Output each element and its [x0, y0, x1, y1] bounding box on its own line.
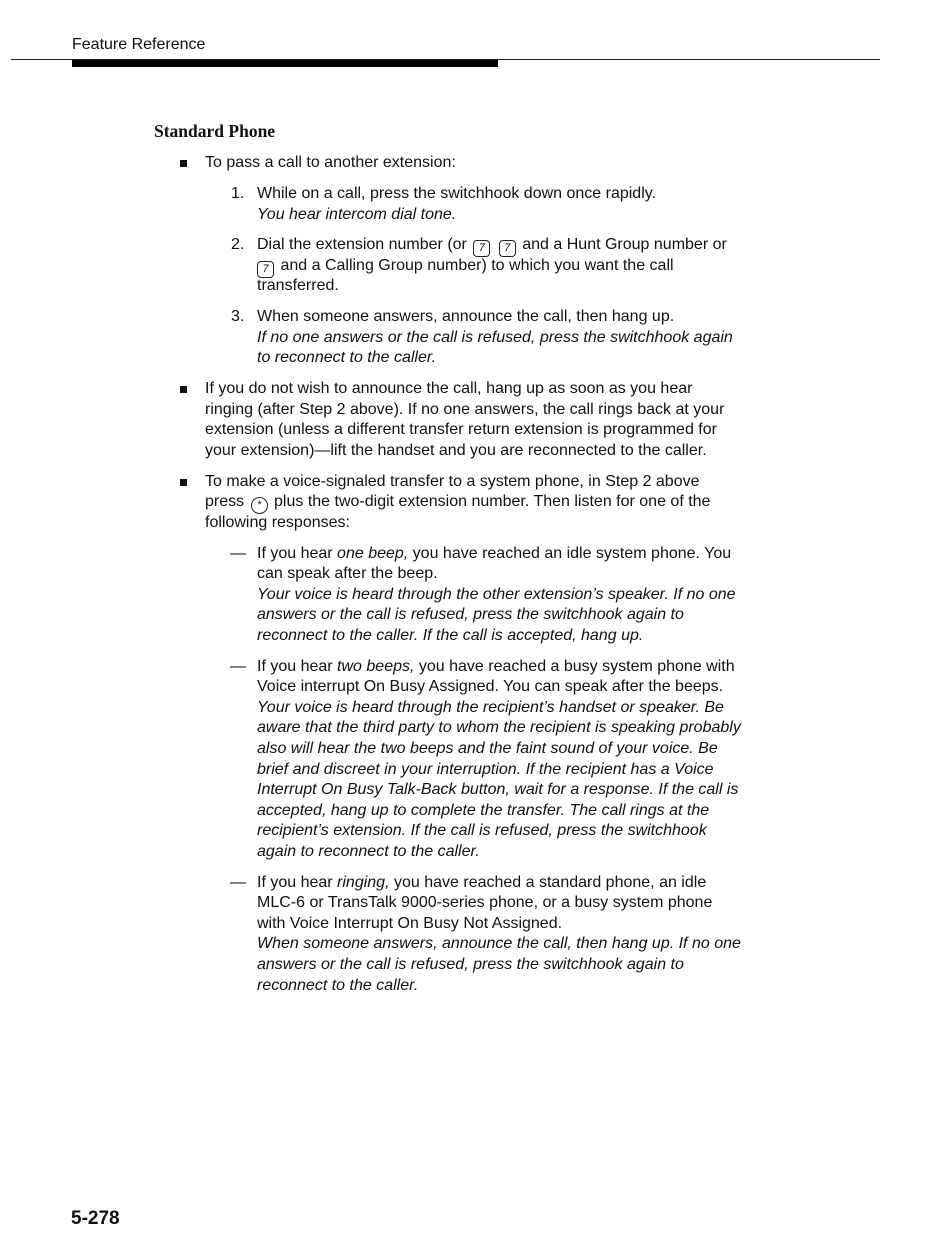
bullet-marker	[180, 160, 187, 167]
dash-marker: —	[230, 545, 246, 562]
response-result-line: aware that the third party to whom the recipient is speaking probably	[257, 719, 741, 736]
page-number: 5-278	[71, 1208, 120, 1229]
response-result-line: again to reconnect to the caller.	[257, 843, 480, 860]
response-emphasis: one beep,	[337, 545, 409, 562]
bullet-text-line: your extension)—lift the handset and you are reconnected to the caller.	[205, 442, 707, 459]
response-text-line: with Voice Interrupt On Busy Not Assigned.	[257, 915, 563, 932]
step-text: When someone answers, announce the call, then hang up.	[257, 308, 675, 325]
response-result-line: reconnect to the caller. If the call is accepted, hang up.	[257, 627, 644, 644]
response-result-line: answers or the call is refused, press the switchhook again to	[257, 606, 684, 623]
step-text-line	[257, 235, 727, 257]
step-text-segment: Dial the extension number (or	[257, 236, 467, 253]
dash-marker: —	[230, 874, 246, 891]
response-result-line: When someone answers, announce the call, then hang up. If no one	[257, 935, 741, 952]
bullet-text-line: ringing (after Step 2 above). If no one answers, the call rings back at your	[205, 401, 725, 418]
header-rule-bar	[72, 60, 498, 67]
response-text-line: MLC-6 or TransTalk 9000-series phone, or a busy system phone	[257, 894, 713, 911]
step-result: to reconnect to the caller.	[257, 349, 437, 366]
running-header: Feature Reference	[72, 36, 206, 53]
bullet-text-segment: plus the two-digit extension number. Then listen for one of the	[274, 493, 711, 510]
response-text-line	[257, 544, 731, 565]
response-result-line: accepted, hang up to complete the transfer. The call rings at the	[257, 802, 710, 819]
response-text-line: can speak after the beep.	[257, 565, 438, 582]
response-result-line: answers or the call is refused, press the switchhook again to	[257, 956, 684, 973]
bullet-text-segment: press	[205, 493, 245, 510]
step-text-line: transferred.	[257, 277, 339, 294]
response-text-segment: If you hear	[257, 545, 338, 562]
step-result: If no one answers or the call is refused, press the switchhook again	[257, 329, 733, 346]
bullet-text: To pass a call to another extension:	[205, 154, 456, 171]
response-result-line: Interrupt On Busy Talk-Back button, wait for a response. If the call is	[257, 781, 739, 798]
step-text: While on a call, press the switchhook down once rapidly.	[257, 185, 657, 202]
bullet-text-line	[205, 492, 710, 514]
star-key-icon: *	[251, 497, 268, 514]
response-text-segment: you have reached a standard phone, an idle	[389, 874, 707, 891]
bullet-text-line: If you do not wish to announce the call, hang up as soon as you hear	[205, 380, 693, 397]
bullet-marker	[180, 386, 187, 393]
response-emphasis: ringing,	[337, 874, 390, 891]
step-number: 1.	[231, 185, 245, 202]
dial-key-7-icon: 7	[499, 240, 516, 257]
bullet-text-line: extension (unless a different transfer return extension is programmed for	[205, 421, 717, 438]
step-result: You hear intercom dial tone.	[257, 206, 457, 223]
response-result-line: brief and discreet in your interruption. If the recipient has a Voice	[257, 761, 714, 778]
response-result-line: Your voice is heard through the other extension’s speaker. If no one	[257, 586, 736, 603]
response-text-line: Voice interrupt On Busy Assigned. You can speak after the beeps.	[257, 678, 724, 695]
response-text-segment: you have reached a busy system phone with	[414, 658, 735, 675]
response-text-segment: If you hear	[257, 658, 338, 675]
bullet-text-line: To make a voice-signaled transfer to a system phone, in Step 2 above	[205, 473, 700, 490]
dial-key-7-icon: 7	[257, 261, 274, 278]
bullet-text-line: following responses:	[205, 514, 350, 531]
dial-key-7-icon: 7	[473, 240, 490, 257]
section-title: Standard Phone	[154, 121, 276, 141]
response-result-line: Your voice is heard through the recipient’s handset or speaker. Be	[257, 699, 724, 716]
step-number: 2.	[231, 236, 245, 253]
bullet-marker	[180, 479, 187, 486]
step-text-segment: and a Hunt Group number or	[522, 236, 727, 253]
response-emphasis: two beeps,	[337, 658, 415, 675]
response-text-line	[257, 657, 735, 678]
response-result-line: reconnect to the caller.	[257, 977, 419, 994]
dash-marker: —	[230, 658, 246, 675]
step-number: 3.	[231, 308, 245, 325]
response-result-line: also will hear the two beeps and the faint sound of your voice. Be	[257, 740, 718, 757]
step-text-segment: and a Calling Group number) to which you want the call	[280, 257, 674, 274]
response-text-segment: you have reached an idle system phone. You	[408, 545, 732, 562]
response-text-segment: If you hear	[257, 874, 338, 891]
step-text-line	[257, 256, 674, 278]
response-text-line	[257, 873, 706, 894]
response-result-line: recipient’s extension. If the call is refused, press the switchhook	[257, 822, 707, 839]
